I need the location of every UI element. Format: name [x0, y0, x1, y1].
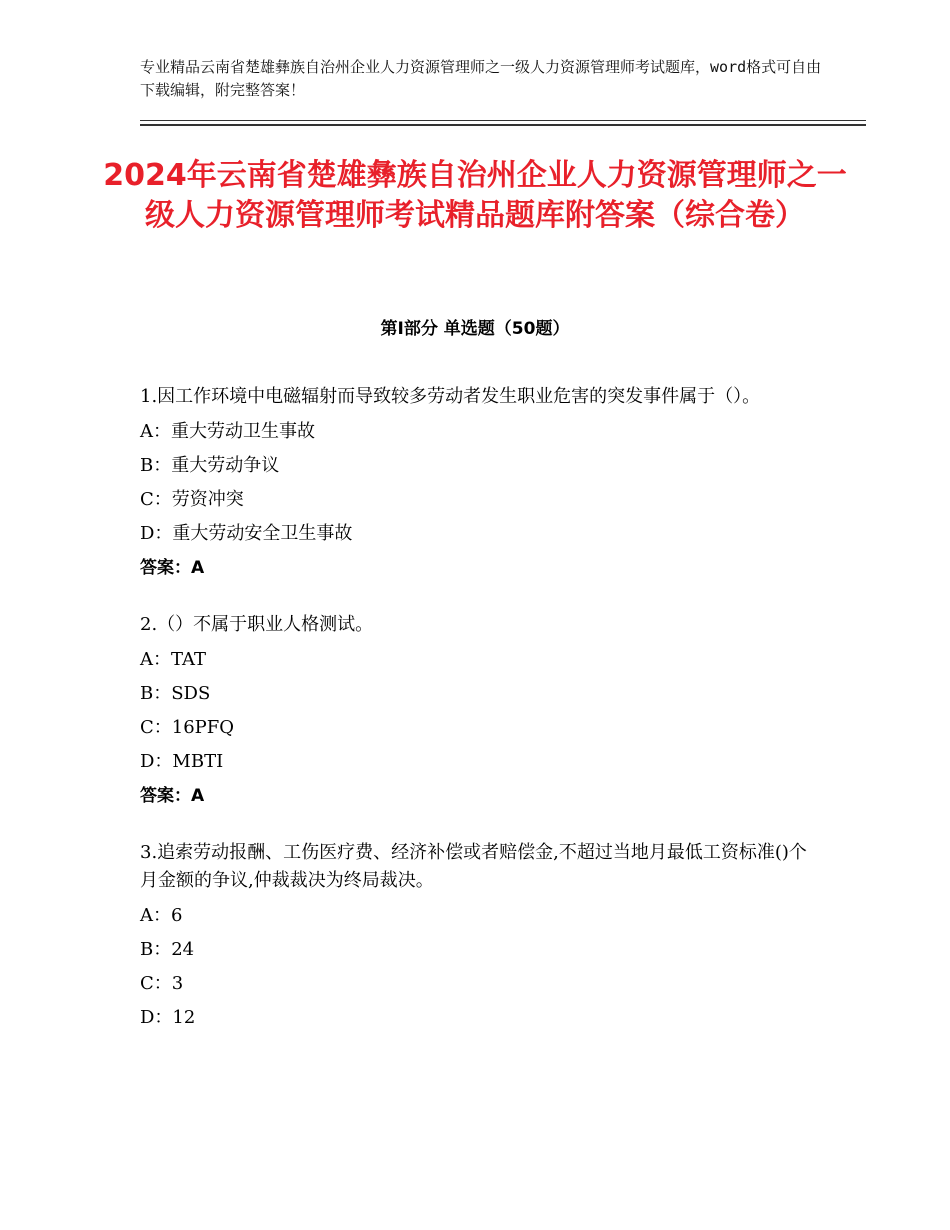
question-list [140, 383, 820, 1061]
document-title: 2024年云南省楚雄彝族自治州企业人力资源管理师之一级人力资源管理师考试精品题库附答案（综合卷） [103, 158, 847, 233]
section-heading: 第Ⅰ部分 单选题（50题） [380, 319, 570, 339]
question-3 [140, 839, 820, 1035]
question-stem: 2.（）不属于职业人格测试。 [140, 614, 374, 635]
option-a: A：TAT [140, 649, 207, 670]
question-stem: 3.追索劳动报酬、工伤医疗费、经济补偿或者赔偿金,不超过当地月最低工资标准()个月金额的争议,仲裁裁决为终局裁决。 [140, 842, 807, 891]
option-d: D：重大劳动安全卫生事故 [140, 523, 353, 544]
option-b: B：24 [140, 939, 195, 960]
option-c: C：16PFQ [140, 717, 235, 738]
question-stem: 1.因工作环境中电磁辐射而导致较多劳动者发生职业危害的突发事件属于（）。 [140, 386, 761, 407]
header-divider-thin [140, 120, 866, 121]
question-1 [140, 383, 820, 585]
answer: 答案：A [140, 558, 205, 578]
option-b: B：重大劳动争议 [140, 455, 280, 476]
question-2 [140, 611, 820, 813]
option-d: D：12 [140, 1007, 196, 1028]
option-b: B：SDS [140, 683, 211, 704]
option-d: D：MBTI [140, 751, 224, 772]
option-c: C：3 [140, 973, 184, 994]
option-a: A：6 [140, 905, 183, 926]
header-divider-thick [140, 124, 866, 126]
answer: 答案：A [140, 786, 205, 806]
option-c: C：劳资冲突 [140, 489, 244, 510]
option-a: A：重大劳动卫生事故 [140, 421, 315, 442]
header-note: 专业精品云南省楚雄彝族自治州企业人力资源管理师之一级人力资源管理师考试题库，word格式可自由下载编辑，附完整答案！ [140, 58, 822, 99]
